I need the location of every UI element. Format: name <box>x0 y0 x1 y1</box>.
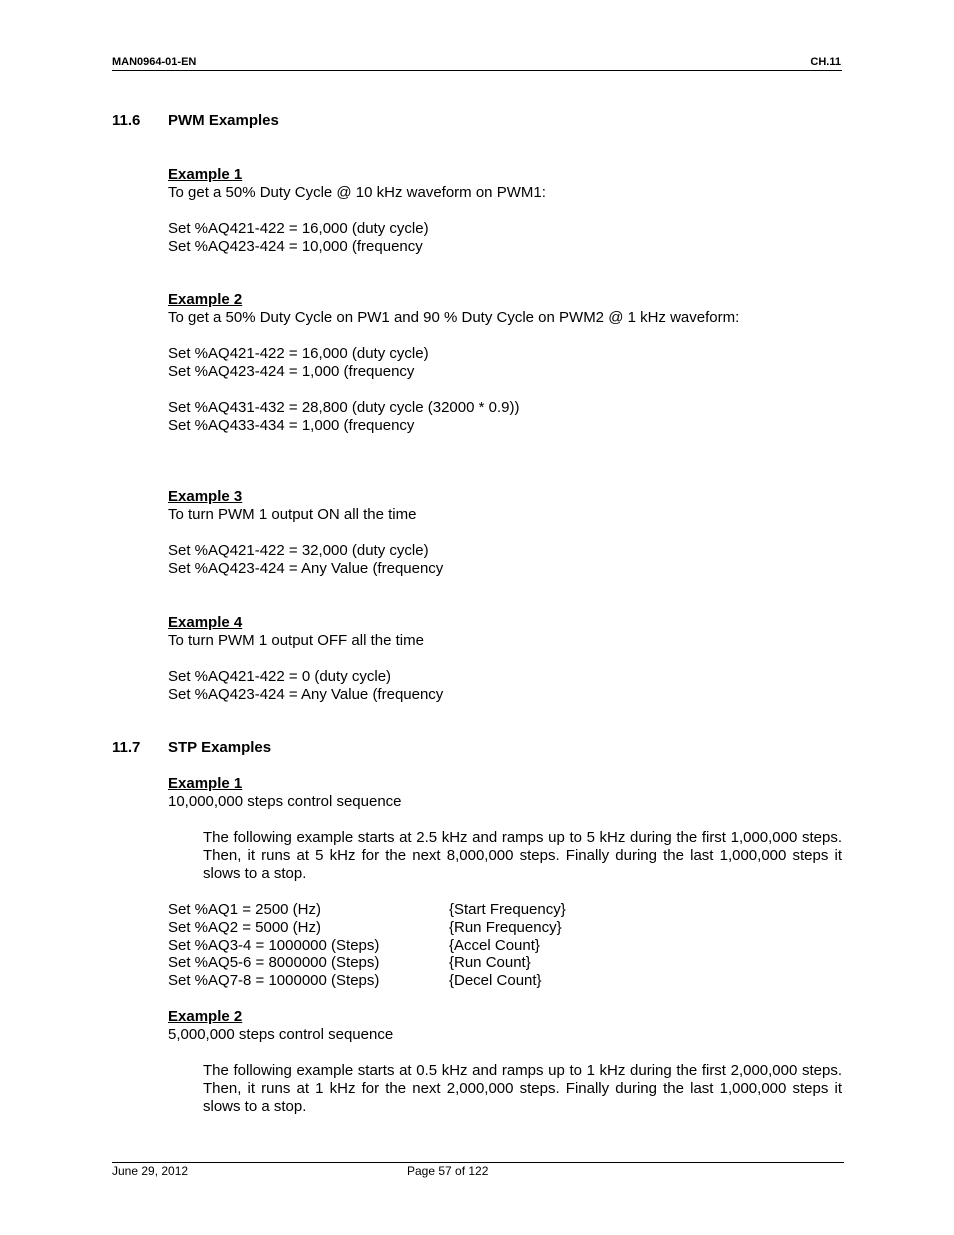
pwm-example-1-heading: Example 1 <box>168 166 243 183</box>
stp-setting-4-comment: {Run Count} <box>449 954 531 971</box>
footer-date: June 29, 2012 <box>112 1164 189 1178</box>
section-title-stp: STP Examples <box>168 739 272 756</box>
stp-setting-1-comment: {Start Frequency} <box>449 901 566 918</box>
pwm-example-3-intro: To turn PWM 1 output ON all the time <box>168 506 417 523</box>
pwm-example-2-intro: To get a 50% Duty Cycle on PW1 and 90 % Duty Cycle on PWM2 @ 1 kHz waveform: <box>168 309 740 326</box>
stp-example-2-intro: 5,000,000 steps control sequence <box>168 1026 394 1043</box>
stp-example-2-paragraph: The following example starts at 0.5 kHz and ramps up to 1 kHz during the first 2,000,000 steps. Then, it runs at 1 kHz for the next 2,000,000 steps. Finally during the last 1,000,000 steps it slows to a stop. <box>203 1062 842 1115</box>
stp-setting-1: Set %AQ1 = 2500 (Hz) <box>168 901 321 918</box>
pwm-example-3-heading: Example 3 <box>168 488 243 505</box>
stp-example-1-intro: 10,000,000 steps control sequence <box>168 793 402 810</box>
pwm-example-1-intro: To get a 50% Duty Cycle @ 10 kHz waveform on PWM1: <box>168 184 546 201</box>
stp-setting-3: Set %AQ3-4 = 1000000 (Steps) <box>168 937 380 954</box>
pwm-example-2-line-3: Set %AQ431-432 = 28,800 (duty cycle (32000 * 0.9)) <box>168 399 520 416</box>
stp-example-2-heading: Example 2 <box>168 1008 243 1025</box>
section-title-pwm: PWM Examples <box>168 112 279 129</box>
pwm-example-2-heading: Example 2 <box>168 291 243 308</box>
pwm-example-4-line-2: Set %AQ423-424 = Any Value (frequency <box>168 686 444 703</box>
pwm-example-4-intro: To turn PWM 1 output OFF all the time <box>168 632 424 649</box>
stp-setting-5: Set %AQ7-8 = 1000000 (Steps) <box>168 972 380 989</box>
stp-example-1-paragraph: The following example starts at 2.5 kHz and ramps up to 5 kHz during the first 1,000,000 steps. Then, it runs at 5 kHz for the next 8,000,000 steps. Finally during the last 1,000,000 steps it slows to a stop. <box>203 829 842 882</box>
stp-setting-5-comment: {Decel Count} <box>449 972 542 989</box>
stp-example-1-heading: Example 1 <box>168 775 243 792</box>
pwm-example-3-line-1: Set %AQ421-422 = 32,000 (duty cycle) <box>168 542 429 559</box>
chapter-label: CH.11 <box>810 56 841 68</box>
footer-rule <box>112 1162 844 1163</box>
pwm-example-4-heading: Example 4 <box>168 614 243 631</box>
pwm-example-3-line-2: Set %AQ423-424 = Any Value (frequency <box>168 560 444 577</box>
section-number-stp: 11.7 <box>112 739 141 756</box>
pwm-example-2-line-1: Set %AQ421-422 = 16,000 (duty cycle) <box>168 345 429 362</box>
stp-setting-2-comment: {Run Frequency} <box>449 919 562 936</box>
pwm-example-4-line-1: Set %AQ421-422 = 0 (duty cycle) <box>168 668 392 685</box>
footer-page-number: Page 57 of 122 <box>407 1164 489 1178</box>
header-rule <box>112 70 842 71</box>
pwm-example-2-line-4: Set %AQ433-434 = 1,000 (frequency <box>168 417 415 434</box>
pwm-example-1-line-2: Set %AQ423-424 = 10,000 (frequency <box>168 238 423 255</box>
pwm-example-1-line-1: Set %AQ421-422 = 16,000 (duty cycle) <box>168 220 429 237</box>
stp-setting-4: Set %AQ5-6 = 8000000 (Steps) <box>168 954 380 971</box>
document-id: MAN0964-01-EN <box>112 56 197 68</box>
stp-setting-2: Set %AQ2 = 5000 (Hz) <box>168 919 321 936</box>
section-number-pwm: 11.6 <box>112 112 141 129</box>
stp-setting-3-comment: {Accel Count} <box>449 937 540 954</box>
pwm-example-2-line-2: Set %AQ423-424 = 1,000 (frequency <box>168 363 415 380</box>
